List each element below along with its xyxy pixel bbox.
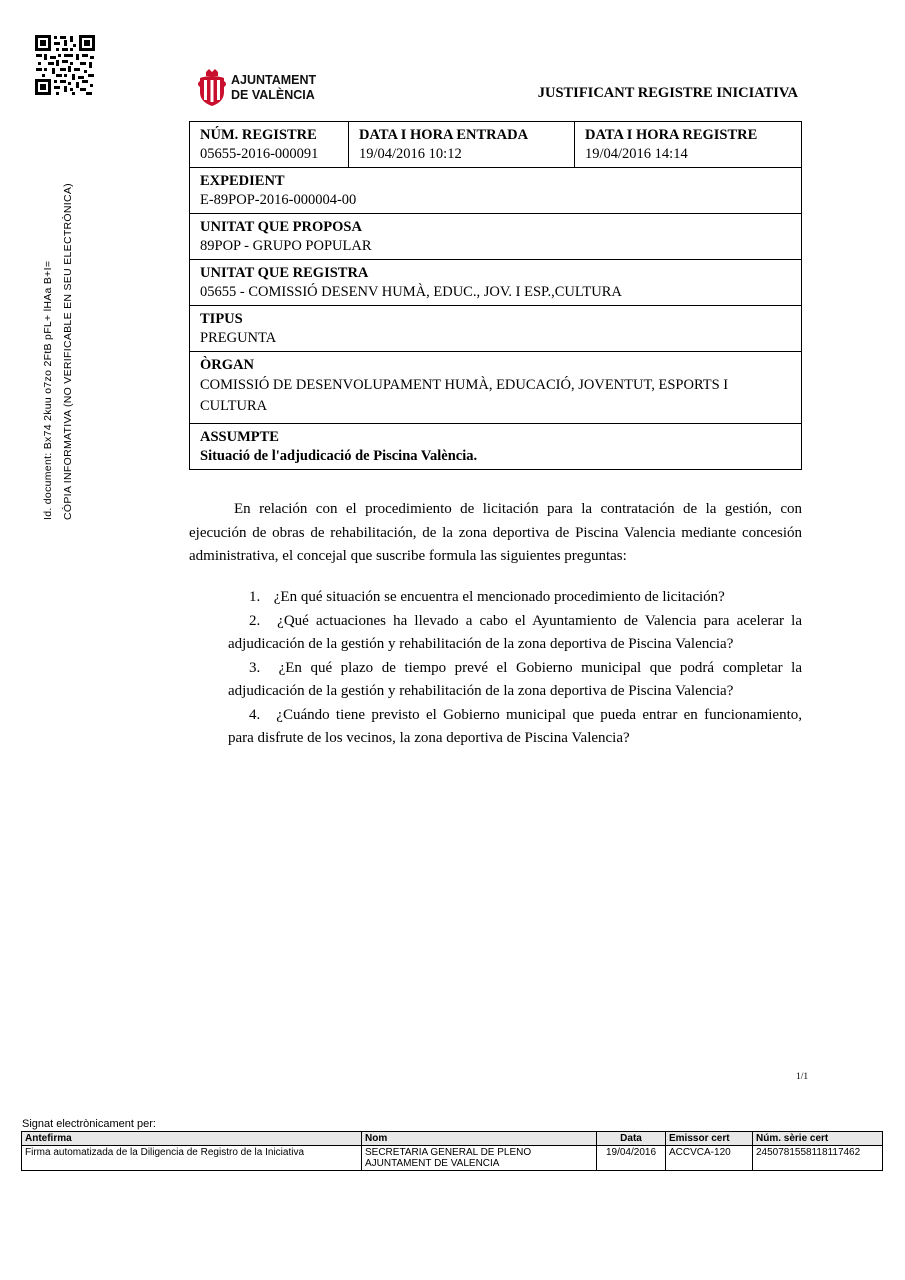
subject-label: ASSUMPTE — [200, 429, 279, 445]
copy-notice: CÒPIA INFORMATIVA (NO VERIFICABLE EN SEU ELECTRÒNICA) — [62, 183, 74, 520]
registration-number-label: NÚM. REGISTRE — [200, 127, 317, 143]
table-row — [190, 352, 802, 424]
question-text: ¿En qué situación se encuentra el mencionado procedimiento de licitación? — [273, 589, 725, 605]
header-serie: Núm. sèrie cert — [753, 1132, 883, 1146]
side-verification-text — [38, 160, 78, 520]
signature-table — [21, 1131, 883, 1171]
type-value: PREGUNTA — [200, 330, 277, 346]
list-item — [228, 586, 802, 610]
data-value: 19/04/2016 — [597, 1146, 666, 1171]
coat-of-arms-icon — [196, 68, 228, 108]
registration-date-label: DATA I HORA REGISTRE — [585, 127, 758, 143]
question-text: ¿Qué actuaciones ha llevado a cabo el Ayuntamiento de Valencia para acelerar la adjudicación de la gestión y rehabilitación de la zona deportiva de Piscina Valencia? — [228, 612, 803, 652]
nom-line-2: AJUNTAMENT DE VALENCIA — [365, 1158, 500, 1169]
header-data: Data — [597, 1132, 666, 1146]
expedient-cell — [190, 168, 802, 214]
registering-unit-label: UNITAT QUE REGISTRA — [200, 265, 369, 281]
intro-paragraph: En relación con el procedimiento de licitación para la contratación de la gestión, con ejecución de obras de rehabilitación, de la zona deportiva de Piscina Valencia mediante concesión administrativa, el concejal que suscribe formula las siguientes preguntas: — [189, 501, 802, 564]
registration-date-value: 19/04/2016 14:14 — [585, 146, 688, 162]
organ-label: ÒRGAN — [200, 357, 254, 373]
organ-value: COMISSIÓ DE DESENVOLUPAMENT HUMÀ, EDUCACIÓ, JOVENTUT, ESPORTS I CULTURA — [200, 377, 729, 414]
entry-date-value: 19/04/2016 10:12 — [359, 146, 462, 162]
nom-value — [362, 1146, 597, 1171]
table-header-row — [22, 1132, 883, 1146]
serie-value: 2450781558118117462 — [753, 1146, 883, 1171]
question-text: ¿En qué plazo de tiempo prevé el Gobierno municipal que podrá completar la adjudicación de la gestión y rehabilitación de la zona deportiva de Piscina Valencia? — [228, 659, 803, 699]
table-row — [190, 424, 802, 470]
ajuntament-logo — [196, 68, 336, 108]
registration-table — [189, 121, 802, 470]
registering-unit-cell — [190, 260, 802, 306]
organ-cell — [190, 352, 802, 424]
nom-line-1: SECRETARIA GENERAL DE PLENO — [365, 1147, 532, 1158]
question-number: 3. — [249, 659, 261, 676]
subject-value: Situació de l'adjudicació de Piscina València. — [200, 448, 478, 464]
qr-code — [34, 34, 96, 96]
expedient-value: E-89POP-2016-000004-00 — [200, 192, 357, 208]
question-number: 1. — [249, 589, 261, 605]
table-row — [22, 1146, 883, 1171]
antefirma-value: Firma automatizada de la Diligencia de Registro de la Iniciativa — [22, 1146, 362, 1171]
registering-unit-value: 05655 - COMISSIÓ DESENV HUMÀ, EDUC., JOV. I ESP.,CULTURA — [200, 284, 622, 300]
logo-line-2: DE VALÈNCIA — [231, 88, 315, 102]
question-number: 2. — [249, 612, 261, 629]
questions-list — [228, 586, 802, 751]
document-id: Id. document: Bx74 2kuu o7zo 2FtB pFL+ lHAa B+I= — [42, 260, 54, 520]
proposing-unit-value: 89POP - GRUPO POPULAR — [200, 238, 372, 254]
header-antefirma: Antefirma — [22, 1132, 362, 1146]
document-title: JUSTIFICANT REGISTRE INICIATIVA — [537, 85, 798, 101]
table-row — [190, 168, 802, 214]
question-text: ¿Cuándo tiene previsto el Gobierno municipal que pueda entrar en funcionamiento, para disfrute de los vecinos, la zona deportiva de Piscina Valencia? — [228, 706, 802, 746]
signature-caption: Signat electrònicament per: — [22, 1118, 156, 1130]
emissor-value: ACCVCA-120 — [666, 1146, 753, 1171]
proposing-unit-label: UNITAT QUE PROPOSA — [200, 219, 362, 235]
subject-cell — [190, 424, 802, 470]
entry-date-cell — [349, 122, 575, 168]
table-row — [190, 260, 802, 306]
entry-date-label: DATA I HORA ENTRADA — [359, 127, 529, 143]
list-item — [228, 704, 802, 751]
table-row — [190, 122, 802, 168]
type-cell — [190, 306, 802, 352]
registration-date-cell — [575, 122, 802, 168]
expedient-label: EXPEDIENT — [200, 173, 285, 189]
registration-number-value: 05655-2016-000091 — [200, 146, 319, 162]
type-label: TIPUS — [200, 311, 243, 327]
proposing-unit-cell — [190, 214, 802, 260]
table-row — [190, 214, 802, 260]
registration-number-cell — [190, 122, 349, 168]
page-number: 1/1 — [796, 1072, 809, 1082]
question-number: 4. — [249, 706, 261, 723]
header-emissor: Emissor cert — [666, 1132, 753, 1146]
intro-paragraph-block — [189, 498, 802, 569]
header-nom: Nom — [362, 1132, 597, 1146]
logo-line-1: AJUNTAMENT — [231, 73, 317, 87]
list-item — [228, 657, 802, 704]
table-row — [190, 306, 802, 352]
list-item — [228, 610, 802, 657]
